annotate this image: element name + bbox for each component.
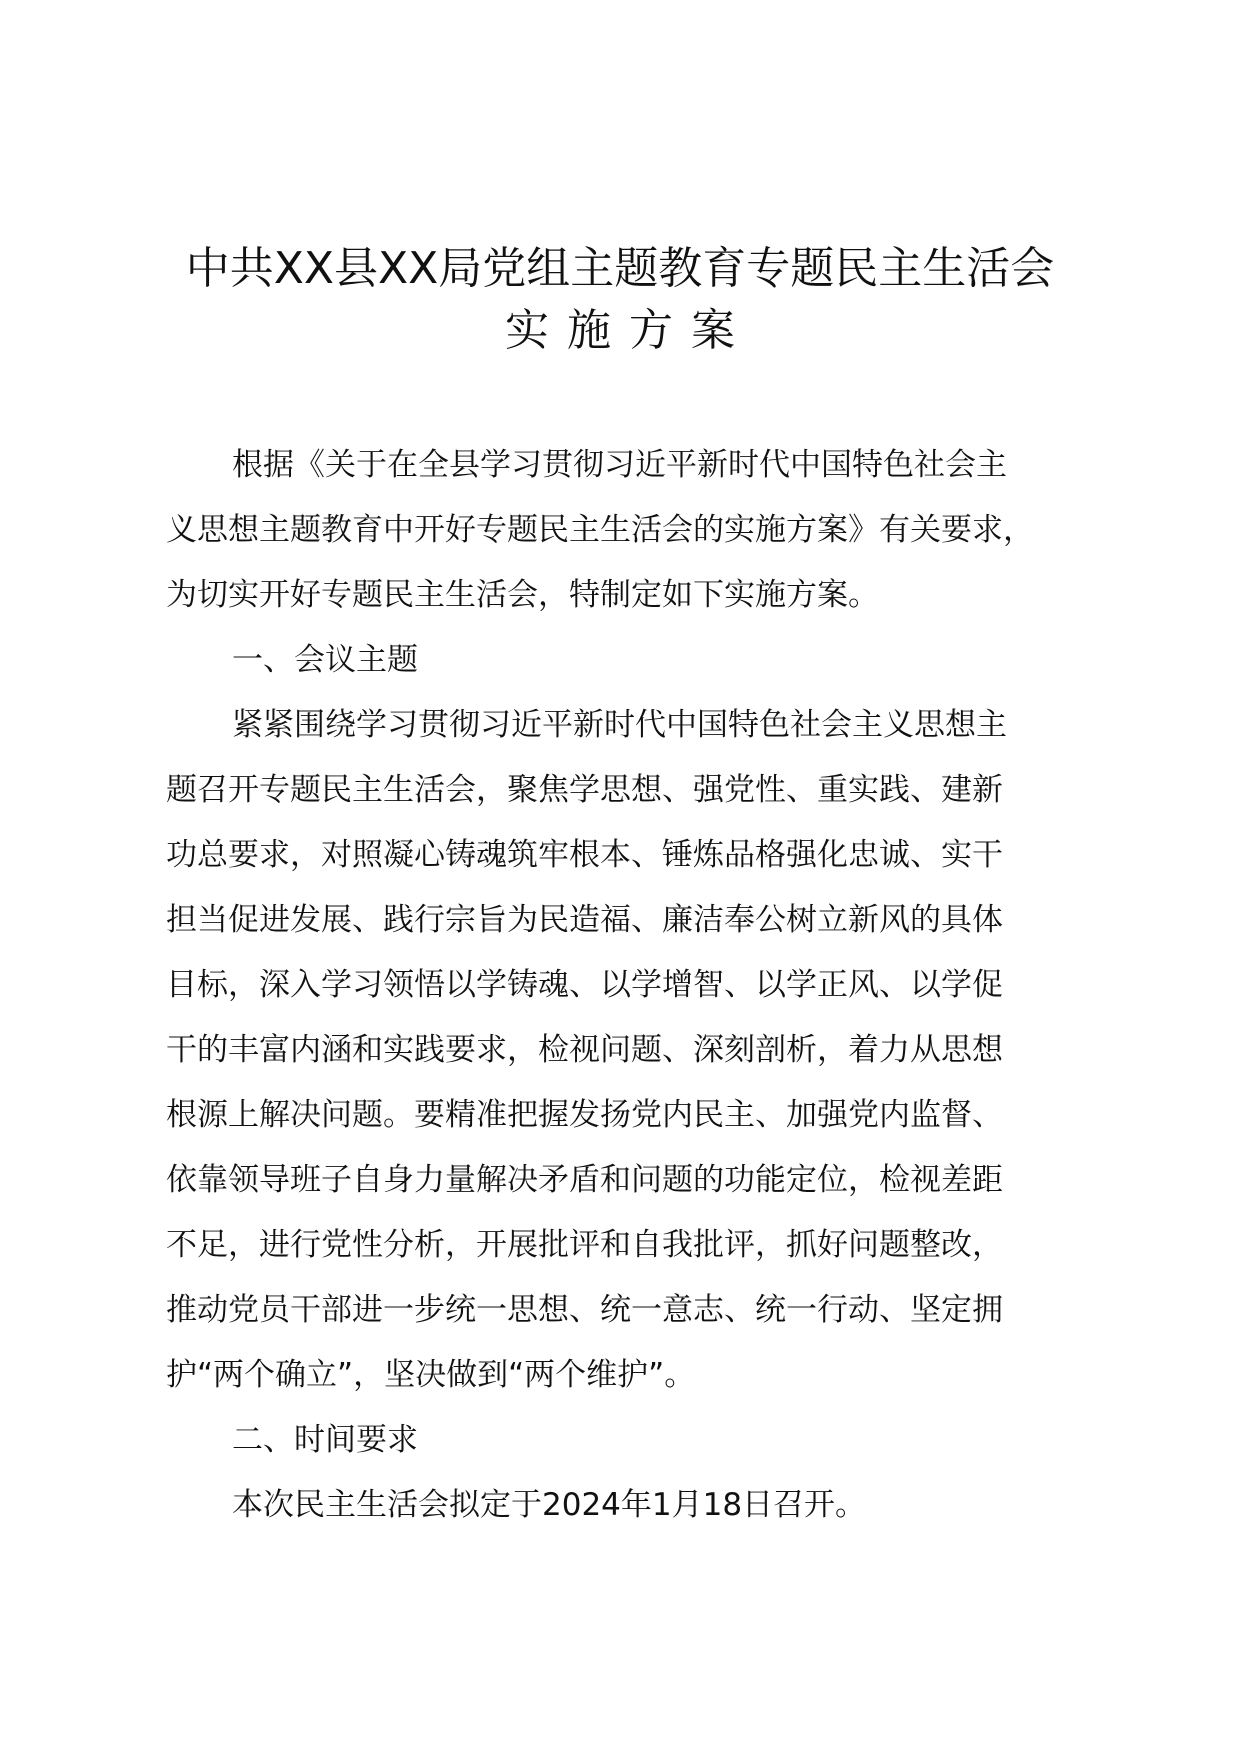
section1-line: 干的丰富内涵和实践要求，检视问题、深刻剖析，着力从思想 bbox=[166, 1032, 1003, 1068]
section1-line: 根源上解决问题。要精准把握发扬党内民主、加强党内监督、 bbox=[166, 1097, 1003, 1133]
section1-line: 紧紧围绕学习贯彻习近平新时代中国特色社会主义思想主 bbox=[232, 707, 1007, 743]
intro-line: 义思想主题教育中开好专题民主生活会的实施方案》有关要求， bbox=[166, 512, 1034, 548]
section1-line: 目标，深入学习领悟以学铸魂、以学增智、以学正风、以学促 bbox=[166, 967, 1003, 1003]
intro-paragraph bbox=[166, 433, 1118, 628]
document-body bbox=[166, 433, 1118, 1538]
title-line-1: 中共XX县XX局党组主题教育专题民主生活会 bbox=[185, 243, 1055, 294]
section1-line: 护“两个确立”，坚决做到“两个维护”。 bbox=[166, 1357, 696, 1393]
title-line-2: 实施方案 bbox=[505, 305, 753, 356]
section-heading-meeting-theme: 一、会议主题 bbox=[232, 642, 418, 678]
section1-line: 推动党员干部进一步统一思想、统一意志、统一行动、坚定拥 bbox=[166, 1292, 1003, 1328]
section1-line: 功总要求，对照凝心铸魂筑牢根本、锤炼品格强化忠诚、实干 bbox=[166, 837, 1003, 873]
section-heading-time-requirement: 二、时间要求 bbox=[232, 1422, 418, 1458]
section1-line: 题召开专题民主生活会，聚焦学思想、强党性、重实践、建新 bbox=[166, 772, 1003, 808]
section1-line: 不足，进行党性分析，开展批评和自我批评，抓好问题整改， bbox=[166, 1227, 1003, 1263]
intro-line: 根据《关于在全县学习贯彻习近平新时代中国特色社会主 bbox=[232, 447, 1007, 483]
section1-line: 依靠领导班子自身力量解决矛盾和问题的功能定位，检视差距 bbox=[166, 1162, 1003, 1198]
section1-line: 担当促进发展、践行宗旨为民造福、廉洁奉公树立新风的具体 bbox=[166, 902, 1003, 938]
section1-paragraph bbox=[166, 693, 1118, 1408]
section2-paragraph: 本次民主生活会拟定于2024年1月18日召开。 bbox=[232, 1487, 867, 1523]
intro-line: 为切实开好专题民主生活会，特制定如下实施方案。 bbox=[166, 577, 879, 613]
document-title bbox=[0, 238, 1240, 362]
